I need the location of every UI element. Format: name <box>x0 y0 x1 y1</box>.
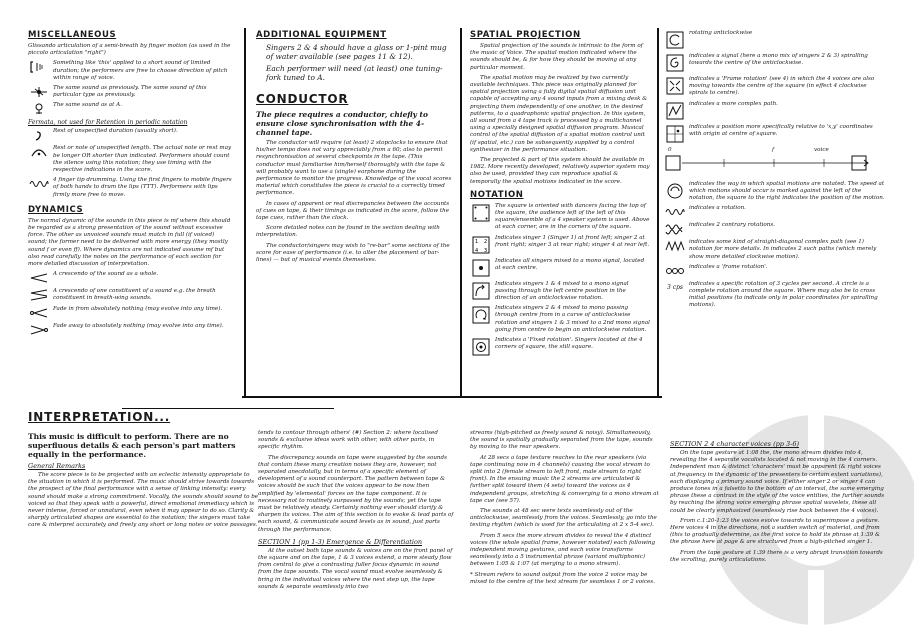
spiral-icon <box>664 53 686 73</box>
misc-item <box>28 85 234 99</box>
svg-text:4: 4 <box>475 247 479 254</box>
general-remarks-title: General Remarks <box>28 462 86 470</box>
dynamics-item <box>28 323 234 337</box>
notation-text: Indicates singer 1 (Singer 1) at front left; singer 2 at front right; singer 3 at rear right; singer 4 at rear left. <box>495 234 650 248</box>
spatial-para: The spatial motion may be realized by two currently available techniques. This piece was originally planned for spatial projection using a fully digital spatial diffusion unit capable of accepting any 4 sound inputs from a mixing desk & projecting them independently of one another, in the desired patterns, to a quadraphonic spatial projection. In this system, all sound from a 4 tape track is processed by a multichannel using a specially designed spatial diffusion program. Musical control of the spatial diffusion of a spatial motion control unit (if spatial, etc.) can be subsequently supplied by a control synthesizer in the performance situation. <box>470 74 648 153</box>
notation-right-text: rotating anticlockwise <box>689 30 753 36</box>
fermata-icon <box>28 145 50 159</box>
notation-item <box>470 235 650 255</box>
notation-right-text: indicates a 'frame rotation'. <box>689 263 768 270</box>
notation-right-text: indicates some kind of straight-diagonal complex path (see 1) notation for more details. In indicates 2 such paths (which merely show more detailed clockwise motion). <box>689 239 877 260</box>
spatial-para: The projected & part of this system should be available in 1982. More recently developed, relatively superior system may also be used, provided they can reproduce spatial & temporally the spatial motions indicated in the score. <box>470 157 650 185</box>
pause-text: 4 finger tip drumming. Using the first fingers to mobile fingers of both hands to drum the lips (TTT). Performers with lips firmly more free to move. <box>53 177 232 198</box>
square-path-icon <box>470 281 492 301</box>
notation-item <box>664 281 886 310</box>
additional-text-2: Each performer will need (at least) one tuning-fork tuned to A. <box>266 64 443 82</box>
dynamics-item-text: Fade away to absolutely nothing (may evolve into any time). <box>53 322 224 329</box>
dynamics-item <box>28 271 234 285</box>
conductor-para: Score detailed notes can be found in the section dealing with interpretation. <box>256 225 440 239</box>
notation-item <box>664 181 886 203</box>
notation-item <box>664 239 886 261</box>
square-numbered-icon <box>470 235 492 255</box>
tremolo-icon <box>28 85 50 99</box>
frame-rotation-icon <box>664 76 686 96</box>
interp-col3-para: From 5 secs the more stream divides to reveal the 4 distinct voices (the whole spatial frame, however notated) each following independent moving gestures, and each voice transforms seamlessly into a 5 instrumental phrase (variant multiphonic) between 1:05 & 1:07 (at merging to a mono stream). <box>470 532 656 568</box>
section2-para: From the tape gesture at 1:39 there is a very abrupt transition towards the scrolling, purely articulations. <box>670 549 883 563</box>
square-fixed-rotation-icon <box>470 337 492 357</box>
interp-title: INTERPRETATION... <box>28 410 171 424</box>
dynamics-title: DYNAMICS <box>28 204 84 215</box>
notation-item <box>470 281 650 303</box>
notation-text: Indicates all singers mixed to a mono signal, located at each centre. <box>495 257 645 271</box>
wave-icon <box>28 177 50 191</box>
svg-text:3: 3 <box>484 247 488 254</box>
dynamics-item-text: Fade in from absolutely nothing (may evolve into any time). <box>53 305 223 312</box>
pause-heading: Fermata, not used for Retention in periodic notation <box>28 119 188 127</box>
pause-item <box>28 145 234 174</box>
notation-right-text: indicates the way in which spatial motions are notated. The speed at which motions should occur is marked against the left of the notation, the square to the right indicates the position of the motion. <box>689 180 885 202</box>
section2-para: On the tape gesture at 1:08 the, the mono stream divides into 4, revealing the 4 separate vocalists located & not moving in the 4 corners. Independent man & distinct 'characters' must be apparent (& right voices at frequency in the dynamic of the presenters to certain extent variations), each displaying a primary sound voice. If either singer 2 or singer 4 can produce tones in a falsetto to the bottom of an interval, the same emerging phrase these a contrast in the style of the voice entities, the further sounds by reaching the strong voice emerging phrase spatial wavelets, these all could be clearly emphasized (seamlessly rise back between the 4 voices). <box>670 450 885 514</box>
section1-title: SECTION 1 (pp 1-3) Emergence & Differentiation <box>258 537 423 546</box>
notation-item <box>664 30 886 50</box>
general-remarks-text: The score piece is to be projected with an eclectic intensity appropriate to the situation in which it is performed. The music should strive towards towards the prospect of the final performance with a sense of linking intensity: every sound should make a strong commitment. Vocally, the sounds should sound to be voiced so that they speak with a powerful, direct emotional immediacy which is never intense, forced or unnatural, even when it may appear to do so. Clarity & sharply articulated shapes are essential to the notation; the singers must take care & interpret accurately and freely any short or long notes or voice passages. <box>28 472 259 529</box>
misc-item-text: The same sound as at A. <box>53 102 122 109</box>
ruler-mid: f <box>772 146 775 153</box>
notation-right-text: indicates a signal (here a mono mix of singers 2 & 3) spiralling towards the centre of the anticlockwise. <box>689 53 868 67</box>
conductor-para: The conductor will require (at least) 2 stopclocks to ensure that his/her tempo does not vary appreciably from a 60; also to permit resynchronisation at several checkpoints in the tape. (This conductor must familiarise him/herself thoroughly with the tape & will probably want to use a (single) earphone during the performance to monitor the progress. Knowledge of the vocal scores material which constitutes the piece is crucial to a correctly timed performance. <box>256 140 452 197</box>
conductor-para: The conductor/singers may wish to "re-bar" some sections of the score for ease of performance (i.e. to alter the placement of bar-lines) — but of musical events themselves. <box>256 242 450 264</box>
notation-item <box>470 203 650 232</box>
interp-col3-para: streams (high-pitched as freely sound & noisy). Simultaneously, the sound is spatially gradually separated from the tape, sounds by moving to the rear speakers. <box>470 430 653 451</box>
dynamics-item-text: A crescendo of one constituent of a sound e.g. the breath constituent in breath-wing sounds. <box>53 288 216 302</box>
notation-text: The square is oriented with dancers facing the top of the square, the audience left of the left of this square/ensemble of a 4 speaker system is used. Above at each corner, are in the corners of the square. <box>495 202 650 231</box>
interp-lead: This music is difficult to perform. There are no superfluous details & each person's part matters equally in the performance. <box>28 432 236 459</box>
conductor-para: In cases of apparent or real discrepancies between the accounts of cues on tape, & their timings as indicated in the score, follow the tape cues, rather than the clock. <box>256 200 450 222</box>
spatial-para: Spatial projection of the sounds is intrinsic to the form of the music of Voice. The spatial motion indicated where the sounds should be, & for how they should be moving at any particular moment. <box>470 43 643 71</box>
notation-right-text: indicates a specific rotation of 3 cycles per second. A circle is a complete rotation around the square. Where may also be to cross initial positions (to indicate only in polar coordinates for spiralling motions). <box>689 280 878 309</box>
cps-label: 3 cps <box>666 284 683 292</box>
notation-item <box>664 76 886 98</box>
partial-crescendo-icon <box>28 288 50 302</box>
notation-item <box>470 337 650 357</box>
section2-title: SECTION 2 4 character voices (pp 3-6) <box>670 440 799 448</box>
notation-title: NOTATION <box>470 189 524 200</box>
square-corners-icon <box>470 203 492 223</box>
dynamics-item <box>28 306 234 320</box>
pause-text: Rest or note of unspecified length. The actual note or rest may be longer OR shorter than indicated. Performers should count the silence using this notation; they use timing with the respective indications in the score. <box>53 145 232 174</box>
svg-text:2: 2 <box>484 238 488 245</box>
square-centre-icon <box>470 258 492 278</box>
diagonal-path-icon <box>664 239 686 253</box>
ruler-zero: 0 <box>668 146 672 153</box>
notation-right-column <box>664 30 886 370</box>
notation-item <box>664 264 886 278</box>
interp-column-3 <box>470 430 660 634</box>
top-half-border <box>242 396 662 398</box>
rotation-wave-icon <box>664 205 686 219</box>
fade-out-icon <box>28 323 50 337</box>
spatial-title: SPATIAL PROJECTION <box>470 30 581 40</box>
misc-column <box>28 30 234 398</box>
fade-in-icon <box>28 306 50 320</box>
conductor-lead: The piece requires a conductor, chiefly to ensure close synchronisation with the 4-channel tape. <box>256 110 428 137</box>
section2-para: From c.1:20-1:23 the voices evolve towards to superimpose a gesture. Here voices 4 in the directions, not a sudden switch of material, and from (this to gradually determine, as the first voice to hold its phrase at 1:39 & the phrase here at page & are structured from a high-pitched singer 1. <box>670 517 880 546</box>
notation-text: Indicates a 'Fixed rotation'. Singers located at the 4 corners of square, the still square. <box>495 337 643 351</box>
section1-text: At the outset both tape sounds & voices are on the front panel of the square and on the tape, 1 & 3 voices extend, a more steady flow from central to give a contrasting fuller focus dynamic in sound from the tape sounds. The vocal sound must evolve seamlessly & bring in the individual voices where the next step up, the tape sounds & separate seamlessly into two <box>258 547 453 590</box>
notation-item <box>664 53 886 73</box>
notation-right-text: indicates a more complex path. <box>689 100 778 107</box>
misc-item-text: Something like 'this' applied to a short sound of limited duration; the performers are free to choose direction of pitch within range of voice. <box>53 60 228 81</box>
motion-diagram-icon <box>664 181 686 201</box>
notation-right-text: indicates 2 contrary rotations. <box>689 222 776 229</box>
complex-path-icon <box>664 101 686 121</box>
anticlockwise-icon <box>664 30 686 50</box>
pause-item <box>28 128 234 142</box>
motion-ruler <box>664 147 886 177</box>
notation-item <box>664 222 886 236</box>
dynamics-item-text: A crescendo of the sound as a whole. <box>53 271 159 278</box>
notation-item <box>664 101 886 121</box>
spatial-column <box>470 30 650 398</box>
interp-col3-para: At 28 secs a tape texture reaches to the rear speakers (via tape continuing now in 4 channels) causing the vocal stream to split into 2 (female stream to left front, male stream to right front). In the ensuing music the 2 streams are articulated & further split toward them (4 sets) toward the voices as 4 independent groups, stretching & converging to a mono stream at tape cue (see 57). <box>470 454 659 504</box>
interp-column-2 <box>258 430 454 634</box>
interp-column-1 <box>28 410 260 632</box>
notation-text: Indicates singers 2 & 4 mixed to mono passing through centre from in a curve of anticlockwise rotation and singers 1 & 3 mixed to a 2nd mono signal going from centre to begin an anticlockwise rotation. <box>495 305 650 333</box>
coordinate-icon <box>664 124 686 144</box>
additional-text: Singers 2 & 4 should have a glass or 1-pint mug of water available (see pages 11 & 12). <box>266 43 447 61</box>
misc-item <box>28 102 234 116</box>
interp-column-4 <box>670 440 888 634</box>
divider-3 <box>657 28 659 396</box>
frame-rotation-wave-icon <box>664 264 686 278</box>
interp-rule <box>122 408 334 409</box>
interp-col2-para: The discrepancy sounds on tape were suggested by the sounds that contain these many creation noises they are, however, not separated anecdotally, but in terms of a specific element of development of a sound counterpart. The pattern between tape & voices should be such that the voices appear to be now then amplified by 'elemental' forces on the tape component. It is necessary not to routinely surpassed by the sounds; yet the tape must be relatively steady. Certainly nothing ever should clarify & sharpen its voices. The aim of this section is to evoke & lead parts of each sound, & communicate sound levels as in sound, just parts through the performance. <box>258 454 454 533</box>
notation-item <box>470 258 650 278</box>
misc-item-text: The same sound as previously. The same sound of this particular type as previously. <box>53 85 207 99</box>
interp-col3-para: The sounds at 48 sec were texts seamlessly out of the anticlockwise, seamlessly from the voices. Seamlessly, go into the texting rhythm (which is used for the articulating at 2 x 5-4 sec). <box>470 508 657 529</box>
dynamics-item <box>28 288 234 302</box>
notation-right-text: indicates a rotation. <box>689 205 746 212</box>
notation-text: Indicates singers 1 & 4 mixed to a mono signal passing through the left centre position in the direction of an anticlockwise rotation. <box>495 280 629 302</box>
notation-item <box>664 205 886 219</box>
misc-title: MISCELLANEOUS <box>28 30 117 40</box>
interp-col2-para: tends to contour through others' (#) Section 2: where localised sounds & exclusive ideas work with other, with other parts, in specific rhythm. <box>258 430 438 451</box>
arrow-dot-icon <box>28 102 50 116</box>
conductor-column <box>256 30 452 360</box>
ruler-label: voice <box>814 146 829 153</box>
notation-right-text: indicates a position more specifically relative to 'x,y' coordinates with origin at centre of square. <box>689 123 873 137</box>
pause-text: Rest of unspecified duration (usually short). <box>53 128 178 135</box>
divider-1 <box>244 28 246 396</box>
dynamics-text: The normal dynamic of the sounds in this piece is mf where this should be regarded as a strong presentation of the sound without excessive force. The other as unvoiced sounds must match in full (if voiced) sound; the former need to be delivered with more energy (they mostly sound f or even ff). Where dynamics are not indicated assume mf but also read carefully the notes on the performance of each section for more detailed discussion of interpretation. <box>28 217 231 268</box>
interp-col3-footnote: * Stream refers to sound output from the voice 2 voice may be mixed to the centre of the text stream for seamless 1 or 2 voices. <box>470 571 655 585</box>
misc-intro: Glissando articulation of a semi-breath by finger motion (as used in the piccolo articulation "right") <box>28 43 231 57</box>
conductor-title: CONDUCTOR <box>256 92 349 106</box>
comma-icon <box>28 128 50 142</box>
square-rotation-icon <box>470 305 492 325</box>
pause-item <box>28 177 234 199</box>
contrary-rotation-icon <box>664 222 686 236</box>
crescendo-icon <box>28 271 50 285</box>
bracket-icon <box>28 60 50 74</box>
misc-item <box>28 60 234 82</box>
additional-title: ADDITIONAL EQUIPMENT <box>256 30 387 40</box>
svg-text:1: 1 <box>475 238 479 245</box>
notation-item <box>664 124 886 144</box>
divider-2 <box>460 28 462 396</box>
notation-item <box>470 305 650 334</box>
notation-right-text: indicates a 'Frame rotation' (see 4) in which the 4 voices are also moving towards the centre of the square (in effect 4 clockwise spirals to centre). <box>689 76 875 97</box>
